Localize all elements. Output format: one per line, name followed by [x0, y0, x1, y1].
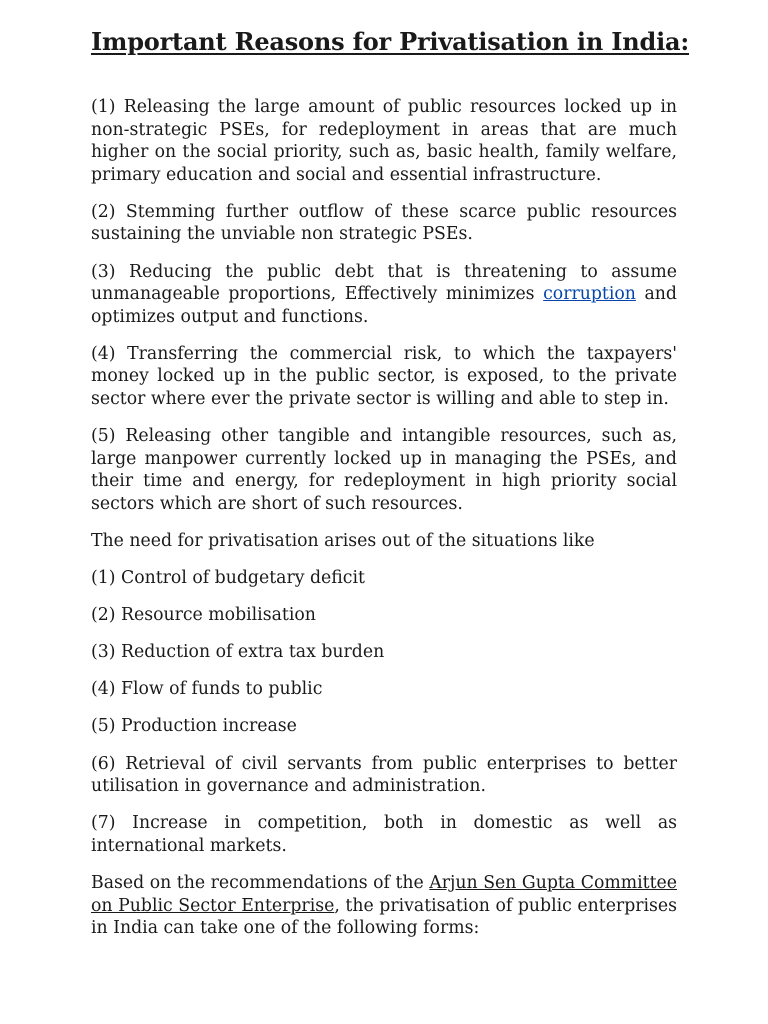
- need-item-1: (1) Control of budgetary deficit: [91, 568, 365, 589]
- closing-text-end: , the privatisation of public enterprises in India can take one of the following forms:: [91, 895, 678, 939]
- reason-paragraph-5: (5) Releasing other tangible and intangible resources, such as, large manpower currently locked up in managing the PSEs, and their time and energy, for redeployment in high priority social sectors which are short of such resources.: [91, 426, 677, 514]
- corruption-link[interactable]: corruption: [543, 284, 636, 305]
- closing-paragraph: [91, 872, 677, 940]
- reason-paragraph-1: (1) Releasing the large amount of public resources locked up in non-strategic PSEs, for redeployment in areas that are much higher on the social priority, such as, basic health, family welfare, primary education and social and essential infrastructure.: [91, 97, 677, 185]
- reason-paragraph-4: (4) Transferring the commercial risk, to which the taxpayers' money locked up in the public sector, is exposed, to the private sector where ever the private sector is willing and able to step in.: [91, 343, 677, 410]
- closing-text-start: Based on the recommendations of the: [91, 872, 430, 893]
- document-title: Important Reasons for Privatisation in India:: [91, 27, 690, 56]
- need-intro: The need for privatisation arises out of the situations like: [91, 531, 595, 551]
- need-item-7: (7) Increase in competition, both in domestic as well as international markets.: [91, 813, 677, 856]
- need-item-4: (4) Flow of funds to public: [91, 679, 323, 700]
- need-item-5: (5) Production increase: [91, 716, 297, 737]
- reason-3-text-end: and optimizes output and functions.: [91, 284, 677, 327]
- reason-3-text-start: (3) Reducing the public debt that is threatening to assume unmanageable proportions, Effectively minimizes: [91, 261, 677, 305]
- committee-reference[interactable]: Arjun Sen Gupta Committee on Public Sector Enterprise: [91, 872, 677, 916]
- document-page: [91, 26, 690, 954]
- need-item-6: (6) Retrieval of civil servants from public enterprises to better utilisation in governance and administration.: [91, 753, 677, 797]
- reason-paragraph-3: [91, 261, 677, 329]
- need-item-2: (2) Resource mobilisation: [91, 605, 316, 626]
- need-item-3: (3) Reduction of extra tax burden: [91, 642, 385, 663]
- reason-paragraph-2: (2) Stemming further outflow of these scarce public resources sustaining the unviable non strategic PSEs.: [91, 201, 677, 245]
